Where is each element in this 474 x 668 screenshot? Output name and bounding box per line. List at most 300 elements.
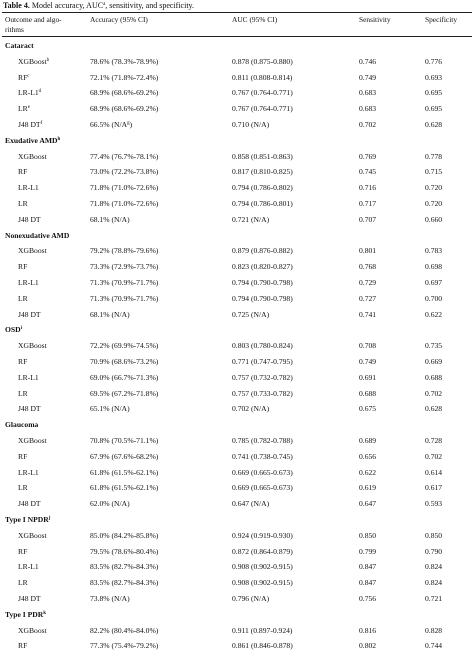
auc-value: 0.721 (N/A) [232, 214, 270, 224]
accuracy-cell [90, 452, 158, 462]
accuracy-cell [90, 531, 158, 541]
accuracy-cell [90, 641, 158, 651]
sensitivity-value: 0.802 [359, 641, 377, 651]
specificity-value: 0.614 [425, 467, 443, 477]
sensitivity-value: 0.769 [359, 151, 377, 161]
auc-value: 0.794 (0.786-0.801) [232, 199, 293, 208]
table-row [2, 575, 472, 591]
table-row [2, 259, 472, 275]
algorithm-name: LR [18, 388, 28, 398]
algorithm-footnote-mark: d [38, 89, 42, 95]
algorithm-name: LR-L1 [18, 278, 39, 287]
accuracy-cell [90, 310, 130, 320]
auc-value: 0.911 (0.897-0.924) [232, 625, 293, 635]
group-header-row [2, 512, 472, 528]
group-header-row [2, 133, 472, 149]
specificity-value: 0.776 [425, 56, 443, 66]
group-header-row [2, 607, 472, 623]
algorithm-name: LR-L1 [18, 562, 39, 572]
header-sensitivity: Sensitivity [359, 15, 391, 24]
algorithm-name: RF [18, 262, 28, 272]
accuracy-cell [90, 357, 158, 367]
accuracy-value: 83.5% (82.7%-84.3%) [90, 578, 159, 588]
auc-value: 0.757 (0.733-0.782) [232, 388, 293, 398]
accuracy-value: 71.3% (70.9%-71.7%) [90, 293, 159, 303]
specificity-value: 0.720 [425, 183, 443, 193]
specificity-value: 0.695 [425, 104, 443, 114]
group-name: Cataract [5, 41, 34, 50]
accuracy-value: 68.1% (N/A) [90, 214, 130, 224]
accuracy-cell [90, 120, 132, 130]
table-row [2, 638, 472, 654]
algorithm-name: LR [18, 293, 28, 303]
group-name-cell [5, 136, 60, 146]
sensitivity-value: 0.749 [359, 357, 377, 366]
table-row [2, 307, 472, 323]
accuracy-value: 72.1% (71.8%-72.4%) [90, 72, 159, 82]
auc-value: 0.908 (0.902-0.915) [232, 562, 293, 572]
specificity-value: 0.688 [425, 372, 443, 382]
table-label: Table 4. [3, 1, 30, 10]
sensitivity-value: 0.816 [359, 625, 377, 635]
header-outcome-line1: Outcome and algo- [5, 15, 62, 24]
accuracy-value: 83.5% (82.7%-84.3%) [90, 562, 159, 572]
algorithm-name: XGBoost [18, 246, 47, 256]
sensitivity-value: 0.727 [359, 293, 377, 303]
specificity-value: 0.698 [425, 262, 443, 272]
table-row [2, 117, 472, 133]
sensitivity-value: 0.707 [359, 214, 377, 224]
accuracy-value: 79.2% (78.8%-79.6%) [90, 246, 159, 256]
algorithm-cell [18, 531, 47, 541]
sensitivity-value: 0.801 [359, 246, 377, 256]
auc-value: 0.767 (0.764-0.771) [232, 104, 293, 114]
table-row [2, 591, 472, 607]
sensitivity-value: 0.688 [359, 388, 377, 398]
algorithm-name: RF [18, 357, 28, 366]
group-footnote-mark: h [57, 136, 61, 142]
auc-value: 0.872 (0.864-0.879) [232, 546, 293, 556]
accuracy-cell [90, 246, 158, 256]
sensitivity-value: 0.647 [359, 499, 377, 509]
sensitivity-value: 0.745 [359, 167, 377, 177]
algorithm-footnote-mark: b [46, 57, 50, 63]
header-outcome-line2: rithms [5, 24, 24, 34]
accuracy-value: 70.8% (70.5%-71.1%) [90, 436, 159, 445]
accuracy-value: 68.9% (68.6%-69.2%) [90, 88, 159, 98]
sensitivity-value: 0.799 [359, 546, 377, 556]
sensitivity-value: 0.619 [359, 483, 377, 493]
table-row [2, 291, 472, 307]
algorithm-cell [18, 152, 47, 162]
table-row [2, 149, 472, 165]
algorithm-name: LR [18, 578, 28, 588]
specificity-value: 0.660 [425, 214, 443, 224]
accuracy-value: 71.3% (70.9%-71.7%) [90, 278, 159, 287]
algorithm-cell [18, 373, 39, 383]
specificity-value: 0.778 [425, 151, 443, 161]
algorithm-cell [18, 57, 49, 67]
accuracy-value-tail: ) [129, 120, 133, 129]
sensitivity-value: 0.683 [359, 104, 377, 114]
sensitivity-value: 0.847 [359, 562, 377, 572]
table-caption [3, 0, 473, 12]
table-row [2, 386, 472, 402]
accuracy-value: 71.8% (71.0%-72.6%) [90, 199, 159, 208]
accuracy-value: 62.0% (N/A) [90, 499, 130, 509]
algorithm-cell [18, 483, 28, 493]
auc-value: 0.908 (0.902-0.915) [232, 578, 293, 588]
algorithm-name: XGBoost [18, 56, 47, 66]
algorithm-name: LR-L1 [18, 183, 39, 193]
table-row [2, 480, 472, 496]
table-row [2, 528, 472, 544]
accuracy-cell [90, 483, 158, 493]
specificity-value: 0.693 [425, 72, 443, 82]
table-row [2, 338, 472, 354]
accuracy-value: 61.8% (61.5%-62.1%) [90, 467, 159, 477]
group-footnote-mark: i [20, 326, 23, 332]
sensitivity-value: 0.675 [359, 404, 377, 414]
table-row [2, 370, 472, 386]
accuracy-value: 79.5% (78.6%-80.4%) [90, 546, 159, 556]
algorithm-name: J48 DT [18, 309, 41, 319]
accuracy-value: 66.5% (N/A [90, 120, 128, 129]
algorithm-cell [18, 104, 30, 114]
accuracy-value: 73.3% (72.9%-73.7%) [90, 262, 159, 272]
auc-value: 0.794 (0.790-0.798) [232, 278, 293, 287]
results-table [2, 12, 472, 668]
table-top-rule [2, 12, 472, 13]
table-row [2, 496, 472, 512]
algorithm-cell [18, 310, 41, 320]
algorithm-cell [18, 357, 27, 367]
auc-value: 0.878 (0.875-0.880) [232, 56, 293, 66]
algorithm-name: J48 DT [18, 594, 41, 603]
header-auc: AUC (95% CI) [232, 15, 278, 24]
sensitivity-value: 0.656 [359, 451, 377, 461]
table-row [2, 196, 472, 212]
group-name-cell [5, 325, 22, 335]
algorithm-cell [18, 562, 39, 572]
group-name: OSD [5, 325, 21, 335]
group-name: Exudative AMD [5, 135, 58, 145]
accuracy-cell [90, 88, 158, 98]
algorithm-name: LR [18, 199, 28, 208]
table-row [2, 243, 472, 259]
accuracy-value: 68.1% (N/A) [90, 309, 130, 319]
specificity-value: 0.622 [425, 309, 443, 319]
table-row [2, 401, 472, 417]
accuracy-cell [90, 341, 158, 351]
algorithm-name: J48 DT [18, 404, 41, 414]
algorithm-name: RF [18, 641, 28, 651]
auc-value: 0.861 (0.846-0.878) [232, 641, 293, 651]
sensitivity-value: 0.691 [359, 372, 377, 382]
table-row [2, 559, 472, 575]
accuracy-cell [90, 104, 158, 114]
table-row [2, 275, 472, 291]
header-outcome [5, 15, 62, 34]
specificity-value: 0.593 [425, 499, 443, 509]
specificity-value: 0.695 [425, 88, 443, 98]
sensitivity-value: 0.729 [359, 278, 377, 287]
group-header-row [2, 228, 472, 244]
specificity-value: 0.783 [425, 246, 443, 256]
auc-value: 0.817 (0.810-0.825) [232, 167, 293, 177]
accuracy-value: 85.0% (84.2%-85.8%) [90, 530, 159, 540]
accuracy-cell [90, 57, 158, 67]
table-row [2, 180, 472, 196]
specificity-value: 0.702 [425, 451, 443, 461]
accuracy-cell [90, 404, 130, 414]
algorithm-cell [18, 246, 47, 256]
algorithm-cell [18, 468, 39, 478]
algorithm-cell [18, 547, 27, 557]
auc-value: 0.725 (N/A) [232, 309, 270, 319]
accuracy-cell [90, 499, 130, 509]
auc-value: 0.669 (0.665-0.673) [232, 467, 293, 477]
table-row [2, 544, 472, 560]
accuracy-cell [90, 152, 158, 162]
accuracy-cell [90, 389, 158, 399]
auc-value: 0.803 (0.780-0.824) [232, 341, 293, 351]
algorithm-footnote-mark: f [40, 121, 43, 126]
accuracy-cell [90, 547, 158, 557]
algorithm-name: XGBoost [18, 436, 47, 445]
algorithm-name: J48 DT [18, 120, 41, 129]
algorithm-cell [18, 167, 27, 177]
sensitivity-value: 0.768 [359, 262, 377, 272]
auc-value: 0.757 (0.732-0.782) [232, 372, 293, 382]
specificity-value: 0.617 [425, 483, 443, 493]
specificity-value: 0.720 [425, 199, 443, 208]
table-row [2, 433, 472, 449]
sensitivity-value: 0.708 [359, 341, 377, 351]
algorithm-cell [18, 641, 27, 651]
accuracy-cell [90, 215, 130, 225]
group-header-row [2, 38, 472, 54]
algorithm-name: RF [18, 72, 28, 82]
accuracy-value: 82.2% (80.4%-84.0%) [90, 625, 159, 635]
group-header-row [2, 417, 472, 433]
sensitivity-value: 0.716 [359, 183, 377, 193]
algorithm-cell [18, 73, 30, 83]
specificity-value: 0.790 [425, 546, 443, 556]
algorithm-name: J48 DT [18, 499, 41, 509]
accuracy-value: 67.9% (67.6%-68.2%) [90, 451, 159, 461]
sensitivity-value: 0.702 [359, 120, 377, 129]
sensitivity-value: 0.850 [359, 530, 377, 540]
table-row [2, 70, 472, 86]
algorithm-name: LR [18, 483, 28, 493]
sensitivity-value: 0.847 [359, 578, 377, 588]
auc-value: 0.796 (N/A) [232, 594, 270, 603]
specificity-value: 0.824 [425, 578, 443, 588]
sensitivity-value: 0.683 [359, 88, 377, 98]
specificity-value: 0.744 [425, 641, 443, 651]
accuracy-value: 72.2% (69.9%-74.5%) [90, 341, 159, 351]
group-footnote-mark: j [48, 516, 51, 521]
header-specificity: Specificity [425, 15, 458, 24]
table-row [2, 164, 472, 180]
auc-value: 0.647 (N/A) [232, 499, 270, 509]
algorithm-cell [18, 294, 28, 304]
auc-value: 0.785 (0.782-0.788) [232, 436, 293, 445]
accuracy-cell [90, 294, 158, 304]
specificity-value: 0.628 [425, 404, 443, 414]
sensitivity-value: 0.717 [359, 199, 377, 208]
algorithm-name: LR-L1 [18, 372, 39, 382]
specificity-value: 0.828 [425, 625, 443, 635]
accuracy-value: 70.9% (68.6%-73.2%) [90, 357, 159, 366]
algorithm-cell [18, 183, 39, 193]
accuracy-cell [90, 73, 158, 83]
table-row [2, 101, 472, 117]
algorithm-cell [18, 215, 41, 225]
specificity-value: 0.715 [425, 167, 443, 177]
accuracy-value: 78.6% (78.3%-78.9%) [90, 56, 159, 66]
algorithm-cell [18, 278, 39, 288]
auc-value: 0.794 (0.790-0.798) [232, 293, 293, 303]
accuracy-value: 68.9% (68.6%-69.2%) [90, 104, 159, 114]
sensitivity-value: 0.741 [359, 309, 377, 319]
group-name-cell [5, 610, 46, 620]
accuracy-value: 73.0% (72.2%-73.8%) [90, 167, 159, 177]
accuracy-cell [90, 199, 158, 209]
algorithm-name: XGBoost [18, 341, 47, 351]
accuracy-value: 65.1% (N/A) [90, 404, 130, 414]
group-name: Nonexudative AMD [5, 230, 70, 240]
specificity-value: 0.628 [425, 120, 443, 129]
table-row [2, 212, 472, 228]
sensitivity-value: 0.756 [359, 594, 377, 603]
sensitivity-value: 0.689 [359, 436, 377, 445]
auc-value: 0.767 (0.764-0.771) [232, 88, 293, 98]
sensitivity-value: 0.746 [359, 56, 377, 66]
accuracy-value: 61.8% (61.5%-62.1%) [90, 483, 159, 493]
algorithm-cell [18, 452, 27, 462]
specificity-value: 0.824 [425, 562, 443, 572]
algorithm-name: LR [18, 104, 28, 114]
auc-value: 0.710 (N/A) [232, 120, 270, 129]
algorithm-cell [18, 499, 41, 509]
specificity-value: 0.702 [425, 388, 443, 398]
header-bottom-rule [2, 36, 472, 37]
accuracy-cell [90, 373, 158, 383]
algorithm-cell [18, 404, 41, 414]
accuracy-cell [90, 594, 130, 604]
caption-footnote-mark: a [103, 2, 106, 7]
algorithm-name: LR-L1 [18, 467, 39, 477]
algorithm-name: RF [18, 546, 28, 556]
group-name: Type I PDR [5, 609, 44, 619]
algorithm-cell [18, 626, 47, 636]
caption-text-end: , sensitivity, and specificity. [105, 1, 195, 10]
specificity-value: 0.700 [425, 293, 443, 303]
table-row [2, 54, 472, 70]
accuracy-cell [90, 436, 158, 446]
algorithm-footnote-mark: e [27, 105, 30, 111]
specificity-value: 0.728 [425, 436, 443, 445]
group-name: Glaucoma [5, 420, 39, 430]
auc-value: 0.858 (0.851-0.863) [232, 151, 293, 161]
group-name: Type I NPDR [5, 515, 49, 524]
algorithm-cell [18, 578, 28, 588]
header-accuracy: Accuracy (95% CI) [90, 15, 148, 24]
specificity-value: 0.850 [425, 530, 443, 540]
auc-value: 0.823 (0.820-0.827) [232, 262, 293, 272]
group-name-cell [5, 515, 50, 525]
accuracy-cell [90, 562, 158, 572]
sensitivity-value: 0.749 [359, 72, 377, 82]
algorithm-cell [18, 199, 28, 209]
auc-value: 0.811 (0.808-0.814) [232, 72, 293, 82]
caption-text: Model accuracy, AUC [29, 1, 104, 10]
algorithm-name: RF [18, 167, 28, 177]
algorithm-cell [18, 262, 27, 272]
table-row [2, 85, 472, 101]
algorithm-name: J48 DT [18, 214, 41, 224]
algorithm-footnote-mark: c [27, 73, 30, 79]
accuracy-cell [90, 262, 158, 272]
accuracy-footnote-mark: g [127, 121, 130, 126]
table-row [2, 465, 472, 481]
accuracy-cell [90, 183, 158, 193]
group-footnote-mark: k [43, 610, 47, 616]
algorithm-cell [18, 120, 42, 130]
algorithm-name: LR-L1 [18, 88, 39, 98]
specificity-value: 0.697 [425, 278, 443, 287]
algorithm-name: RF [18, 451, 28, 461]
algorithm-name: XGBoost [18, 625, 47, 635]
accuracy-value: 73.8% (N/A) [90, 594, 130, 603]
accuracy-value: 77.3% (75.4%-79.2%) [90, 641, 159, 651]
algorithm-name: XGBoost [18, 530, 47, 540]
accuracy-value: 71.8% (71.0%-72.6%) [90, 183, 159, 193]
sensitivity-value: 0.622 [359, 467, 377, 477]
algorithm-cell [18, 436, 47, 446]
algorithm-cell [18, 389, 28, 399]
algorithm-cell [18, 341, 47, 351]
accuracy-value: 77.4% (76.7%-78.1%) [90, 151, 159, 161]
auc-value: 0.879 (0.876-0.882) [232, 246, 293, 256]
algorithm-name: XGBoost [18, 151, 47, 161]
accuracy-cell [90, 468, 158, 478]
auc-value: 0.771 (0.747-0.795) [232, 357, 293, 366]
specificity-value: 0.735 [425, 341, 443, 351]
accuracy-value: 69.0% (66.7%-71.3%) [90, 372, 159, 382]
algorithm-cell [18, 594, 41, 604]
auc-value: 0.924 (0.919-0.930) [232, 530, 293, 540]
auc-value: 0.794 (0.786-0.802) [232, 183, 293, 193]
accuracy-cell [90, 578, 158, 588]
accuracy-cell [90, 278, 158, 288]
table-row [2, 623, 472, 639]
group-header-row [2, 322, 472, 338]
table-row [2, 354, 472, 370]
auc-value: 0.741 (0.738-0.745) [232, 451, 293, 461]
auc-value: 0.702 (N/A) [232, 404, 270, 414]
specificity-value: 0.721 [425, 594, 443, 603]
table-row [2, 449, 472, 465]
accuracy-cell [90, 167, 158, 177]
specificity-value: 0.669 [425, 357, 443, 366]
algorithm-cell [18, 88, 41, 98]
auc-value: 0.669 (0.665-0.673) [232, 483, 293, 493]
accuracy-value: 69.5% (67.2%-71.8%) [90, 388, 159, 398]
accuracy-cell [90, 626, 158, 636]
